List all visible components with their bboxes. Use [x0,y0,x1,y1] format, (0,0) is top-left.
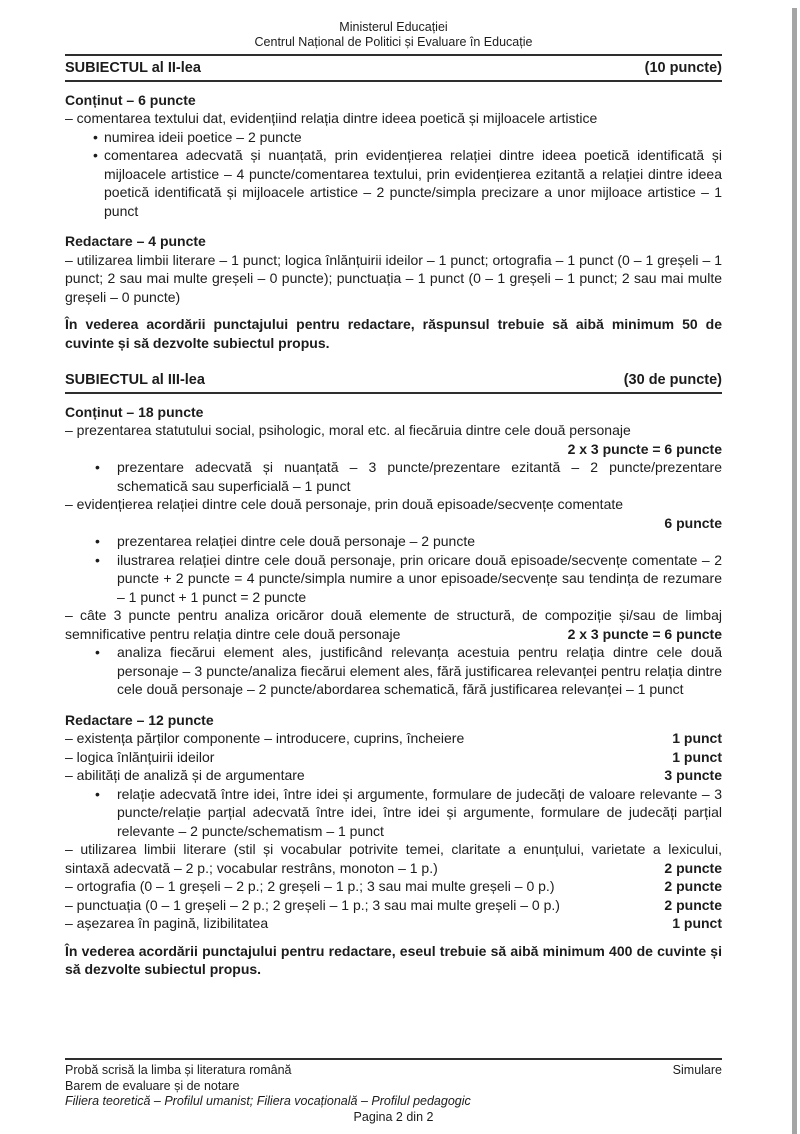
subject3-item2-text: – evidențierea relației dintre cele două personaje, prin două episoade/secvențe comentate [65,496,624,512]
redactare-row-text: – abilități de analiză și de argumentare [65,767,305,783]
subject3-item3-bullet [95,643,722,699]
subject3-item3-line1: – câte 3 puncte pentru analiza oricăror două elemente de structură, de compoziție și/sau de limbaj [65,607,722,623]
spacer [65,699,722,711]
subject3-item1-text: – prezentarea statutului social, psihologic, moral etc. al fiecăruia dintre cele două personaje [65,422,631,438]
utilizarea-line2-row [65,859,722,878]
subject3-item3-line2: semnificative pentru relația dintre cele două personaje [65,625,401,642]
subject3-item3-points: 2 x 3 puncte = 6 puncte [567,625,722,642]
redactare-row-3 [65,766,722,785]
subject2-content-heading: Conținut – 6 puncte [65,91,196,108]
footer-simulare-label: Simulare [672,1063,722,1077]
subject2-note: În vederea acordării punctajului pentru redactare, răspunsul trebuie să aibă minimum 50 de cuvinte și să dezvolte subiectul propus. [65,316,722,351]
subject2-bullet-item-1 [93,128,722,147]
bullet-icon: • [93,147,98,163]
subject3-item3-line2-row [65,625,722,644]
punctuatia-text: – punctuația (0 – 1 greșeli – 2 p.; 2 greșeli – 1 p.; 3 sau mai multe greșeli – 0 p.) [65,896,560,913]
subject3-content-heading: Conținut – 18 puncte [65,403,204,420]
subject2-title: SUBIECTUL al II-lea [65,60,201,76]
subject2-redactare-heading: Redactare – 4 puncte [65,233,206,249]
subject3-points: (30 de puncte) [623,372,722,388]
bullet-text: relație adecvată între idei, între idei și argumente, formulare de judecăți de valoare relevante – 3 puncte/relație parțial adecvată între idei, între idei și argumente, formulare de judecăți parțial relevante – 2 puncte/schematism – 1 punct [117,785,722,839]
points-value: 3 puncte [664,767,722,783]
points-value: 1 punct [672,748,722,765]
redactare-row-1 [65,729,722,748]
utilizarea-line1: – utilizarea limbii literare (stil și vocabular potrivite temei, claritate a enunțului, varietate a lexicului, [65,841,722,857]
subject3-title: SUBIECTUL al III-lea [65,372,205,388]
subject2-title-row [65,56,722,82]
bullet-icon: • [95,644,100,660]
bullet-text: comentarea adecvată și nuanțată, prin evidențierea relației dintre ideea poetică identificată și mijloacele artistice – 4 puncte/comentarea textului, prin evidențierea ezitantă a relației dintre ideea poetică identificată și mijloacele artistice – 2 puncte/simpla precizare a unor mijloace artistice – 1 punct [104,147,722,219]
subject2-dash-item: – comentarea textului dat, evidențiind relația dintre ideea poetică și mijloacele artistice [65,110,598,126]
subject2-points: (10 puncte) [644,60,722,76]
bullet-text: ilustrarea relației dintre cele două personaje, prin oricare două episoade/secvențe comentate – 2 puncte + 2 puncte = 4 puncte/simpla numire a unor episoade/secvențe sau tendința de rezumare – 1 punct + 1 punct = 2 puncte [117,551,722,605]
subject3-item2-bullet-1 [95,532,722,551]
footer-row-1 [65,1063,722,1079]
redactare-row-text: – logica înlănțuirii ideilor [65,748,215,765]
document-header [65,20,722,56]
footer-page-number: Pagina 2 din 2 [353,1109,434,1124]
bullet-text: analiza fiecărui element ales, justificând relevanța acestuia pentru relația dintre cele două personaje – 3 puncte/analiza fiecărui element ales, fără justificarea relevanței pentru relația dintre cele două personaje – 2 puncte/abordarea schematică, fără justificarea relevanței – 1 punct [117,644,722,697]
bullet-icon: • [95,459,100,475]
bullet-icon: • [93,128,98,145]
ortografia-row [65,877,722,896]
points-value: 1 punct [672,730,722,746]
bullet-text: numirea ideii poetice – 2 puncte [104,128,302,145]
subject3-item1-bullet [95,458,722,495]
subject2-redactare-text: – utilizarea limbii literare – 1 punct; logica înlănțuirii ideilor – 1 punct; ortografia – 1 punct (0 – 1 greșeli – 1 punct; 2 sau mai multe greșeli – 0 puncte); punctuația – 1 punct (0 – 1 greșeli – 1 punct; 2 sau mai multe greșeli – 0 puncte) [65,251,722,305]
asezarea-row [65,914,722,933]
footer-filiera-label: Filiera teoretică – Profilul umanist; Filiera vocațională – Profilul pedagogic [65,1094,471,1108]
footer-barem-label: Barem de evaluare și de notare [65,1078,240,1093]
subject2-bullet-item-2 [93,146,722,220]
redactare-row-2 [65,748,722,767]
ministry-name: Ministerul Educației [339,20,448,34]
subject3-item2-bullet-2 [95,551,722,607]
ortografia-text: – ortografia (0 – 1 greșeli – 2 p.; 2 greșeli – 1 p.; 3 sau mai multe greșeli – 0 p.) [65,878,555,894]
points-value: 2 puncte [664,896,722,913]
center-name: Centrul Național de Politici și Evaluare în Educație [254,35,533,49]
punctuatia-row [65,896,722,915]
asezarea-text: – așezarea în pagină, lizibilitatea [65,915,269,931]
points-value: 2 puncte [664,878,722,894]
subject3-redactare-heading: Redactare – 12 puncte [65,711,214,728]
spacer [65,220,722,232]
redactare-bullet [95,785,722,841]
scan-edge-shadow [792,8,797,1134]
subject3-note: În vederea acordării punctajului pentru redactare, eseul trebuie să aibă minimum 400 de cuvinte și să dezvolte subiectul propus. [65,942,722,977]
points-value: 2 puncte [664,859,722,876]
subject3-item1-points: 2 x 3 puncte = 6 puncte [567,440,722,457]
bullet-icon: • [95,533,100,549]
footer-exam-name: Probă scrisă la limba și literatura română [65,1063,292,1077]
subject3-title-row [65,368,722,394]
subject3-item2-points: 6 puncte [664,514,722,531]
redactare-row-text: – existența părților componente – introducere, cuprins, încheiere [65,730,465,746]
bullet-icon: • [95,785,100,802]
bullet-text: prezentare adecvată și nuanțată – 3 puncte/prezentare ezitantă – 2 puncte/prezentare schematică sau superficială – 1 punct [117,459,722,494]
bullet-icon: • [95,551,100,568]
points-value: 1 punct [672,915,722,931]
utilizarea-line2: sintaxă adecvată – 2 p.; vocabular restrâns, monoton – 1 p.) [65,859,438,876]
bullet-text: prezentarea relației dintre cele două personaje – 2 puncte [117,533,476,549]
document-footer [65,1058,722,1125]
